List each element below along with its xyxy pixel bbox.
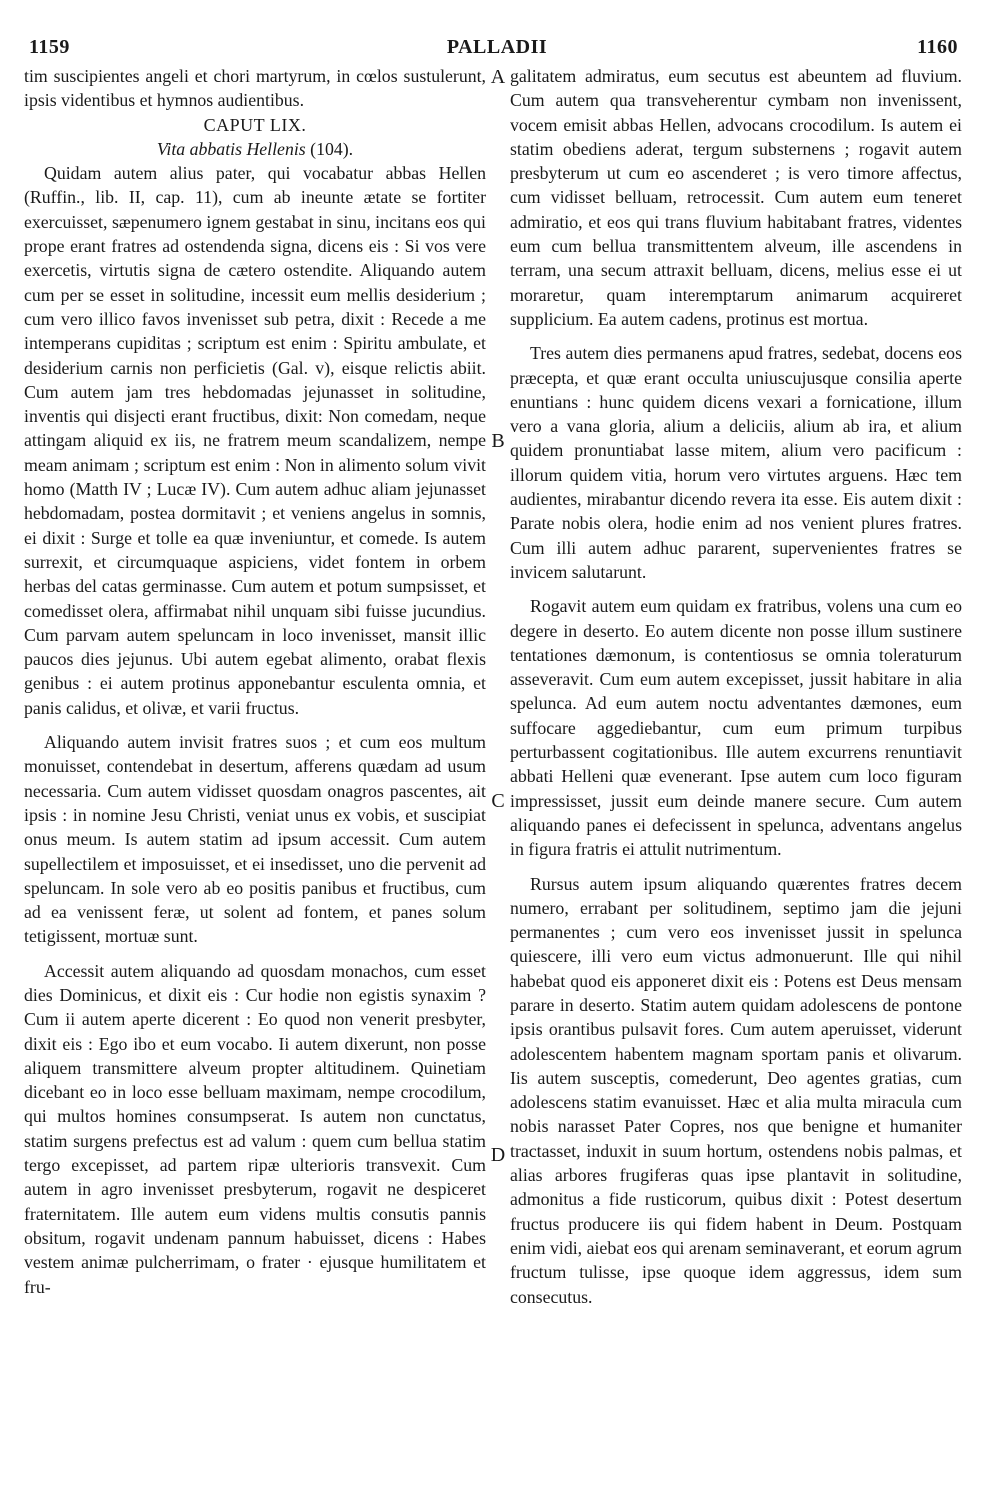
left-paragraph-3: Accessit autem aliquando ad quosdam monachos, cum esset dies Dominicus, et dixit eis : Cur hodie non egistis synaxim ? Cum ii autem aperte dicerent : Eo quod non venerit presbyter, dixit eis : Ego ibo et eum vocabo. Ii autem dixerunt, non posse aliquem transmittere alveum propter altitudinem. Quinetiam dicebant eo in loco esse belluam maximam, nempe crocodilum, qui multos homines consumpserat. Is autem non cunctatus, statim surgens prefectus est ad valum : quem cum bellua statim tergo excepisset, ad partem ripæ ulterioris transvexit. Cum autem in agro invenisset presbyterum, rogavit ne despiceret fraternitatem. Ille autem eum videns multis consutis pannis obsitum, rogavit undenam pannum habuisset, dicens : Habes vestem animæ pulcherrimam, o frater · ejusque humilitatem et fru- xyxy=(24,960,486,1297)
left-paragraph-2: Aliquando autem invisit fratres suos ; et cum eos multum monuisset, contendebat in desertum, afferens quædam ad usum necessaria. Cum autem vidisset quosdam onagros pascentes, ait ipsis : in nomine Jesu Christi, veniat unus ex vobis, et suscipiat onus meum. Is autem statim ad ipsum accessit. Cum autem supellectilem et imposuisset, et ei insedisset, uno die pervenit ad speluncam. In sole vero ab eo positis panibus et fructibus, cum ad ea venissent feræ, ut solent ad fontem, et panes solum tetigissent, mortuæ sunt. xyxy=(24,732,486,947)
chapter-subtitle xyxy=(24,137,486,161)
left-paragraph-1: Quidam autem alius pater, qui vocabatur abbas Hellen (Ruffin., lib. II, cap. 11), cum ab ineunte ætate se fortiter exercuisset, sæpenumero ignem gestabat in sinu, incitans eos qui prope erant fratres ad ostendenda signa, dicens eis : Si vos vere exercetis, virtutis signa de cætero ostendite. Aliquando autem cum per se esset in solitudine, incessit eum mellis desiderium ; cum vero illico favos invenisset sub petra, dixit : Recede a me intemperans cupiditas ; scriptum est enim : Spiritu ambulate, et desiderium carnis non perficietis (Gal. v), eisque relictis abiit. Cum autem jam tres hebdomadas jejunasset in solitudine, inventis qui disjecti erant fructibus, dixit: Non comedam, neque attingam aliquid ex iis, ne fratrem meum scandalizem, nempe meam animam ; scriptum est enim : Non in alimento solum vivit homo (Matth IV ; Lucæ IV). Cum autem adhuc aliam jejunasset hebdomadam, postea dormitavit ; et veniens angelus in somnis, ei dixit : Surge et tolle ea quæ inveniuntur, et comede. Is autem surrexit, et circumquaque aspiciens, videt fontem in orbem herbas del catas germinasse. Cum autem et potum sumpsisset, et comedisset olera, affirmabat nihil unquam sibi fuisse jucundius. Cum parvam autem speluncam in loco invenisset, mansit illic paucos dies jejunus. Ubi autem egebat alimento, orabat flexis genibus : ei autem protinus apponebantur esculenta omnia, et panis calidus, et olivæ, et varii fructus. xyxy=(24,163,486,718)
right-paragraph-1: galitatem admiratus, eum secutus est abeuntem ad fluvium. Cum autem qua transveherentur cymbam non invenissent, vocem emisit abbas Hellen, advocans crocodilum. Is autem ei statim obediens aderat, tergum substernens ; rogavit autem presbyterum ut cum eo ascenderet ; is vero timore affectus, cum vidisset belluam, retrocessit. Cum autem eum teneret admiratio, et eos qui trans fluvium habitabant fratres, videntes eum cum bellua transmittentem alveum, ille ascendens in terram, una secum attraxit belluam, dicens, melius esse ei ut moraretur, quam interemptarum animarum acquireret supplicium. Ea autem cadens, protinus est mortua. xyxy=(510,66,962,329)
chapter-heading: CAPUT LIX. xyxy=(203,114,307,135)
right-paragraph-3: Rogavit autem eum quidam ex fratribus, volens una cum eo degere in deserto. Eo autem dicente non posse illum sustinere tentationes dæmonum, is contentiosus se omnia toleraturum asseveravit. Cum eum autem excepisset, jussit habitare in alia spelunca. Ad eum autem noctu adventantes dæmones, eum suffocare aggediebantur, cum eum primum turpibus perturbassent cogitationibus. Ille autem excurrens renuntiavit abbati Helleni quæ evenerant. Ipse autem cum loco figuram impressisset, jussit eum deinde manere secure. Cum autem aliquando panes ei defecissent in spelunca, adventans angelus in figura fratris ei attulit nutrimentum. xyxy=(510,596,962,860)
page-header xyxy=(0,0,994,64)
right-paragraph-4: Rursus autem ipsum aliquando quærentes fratres decem numero, errabant per solitudinem, septimo jam die jejuni permanentes ; cum vero eos invenisset jussit in spelunca quiescere, illi vero eum victus admonuerunt. Ille qui nihil habebat quod eis apponeret dixit eis : Potens est Deus mensam parare in deserto. Statim autem quidam adolescens de pontone ipsis orantibus pulsavit fores. Cum autem aperuisset, viderunt adolescentem habentem magnam sportam panis et olivarum. Iis autem susceptis, comederunt, Deo agentes gratias, cum adolescens statim evanuisset. Hæc et alia multa miracula cum nobis narasset Pater Copres, nos que benigne et humaniter tractasset, induxit in suum hortum, ostendens nobis palmas, et alias arbores frugiferas quas ipse plantavit in solitudine, admonitus a fide rusticorum, quibus dixit : Potest desertum fructus producere iis qui fidem habent in Deum. Postquam enim vidi, aiebat eos qui arenam seminaverant, et eorum agrum fructum tulisse, ipse quoque idem aggressus, idem sum consecutus. xyxy=(510,873,962,1307)
section-marker-d: D xyxy=(490,1144,506,1166)
running-title: PALLADII xyxy=(446,36,548,58)
left-intro-text: tim suscipientes angeli et chori martyrum, in cœlos sustulerunt, ipsis videntibus et hymnos audientibus. xyxy=(24,66,486,111)
section-marker-b: B xyxy=(491,430,505,452)
section-marker-a: A xyxy=(490,66,506,88)
page-number-left: 1159 xyxy=(29,36,70,58)
subtitle-title: Vita abbatis Hellenis xyxy=(156,138,306,159)
subtitle-note: (104). xyxy=(310,138,354,159)
right-paragraph-2: Tres autem dies permanens apud fratres, sedebat, docens eos præcepta, et quæ erant occulta uniuscujusque consilia aperte enuntians : hunc quidem dicens vexari a fornicatione, illum vero a vana gloria, alium a deliciis, alium ab ira, et alium quidem pronuntiabat lasse mitem, alium vero pacificum : illorum quidem vitia, horum vero virtutes arguens. Hæc tem audientes, mirabantur dicendo revera ita esse. Eis autem dixit : Parate nobis olera, hodie enim ad nos venient plures fratres. Cum illi autem adhuc pararent, supervenientes fratres se invicem salutarunt. xyxy=(510,343,962,582)
left-column xyxy=(24,64,486,1501)
section-marker-c: C xyxy=(491,790,505,812)
right-column xyxy=(510,64,962,1501)
page-number-right: 1160 xyxy=(917,36,958,58)
